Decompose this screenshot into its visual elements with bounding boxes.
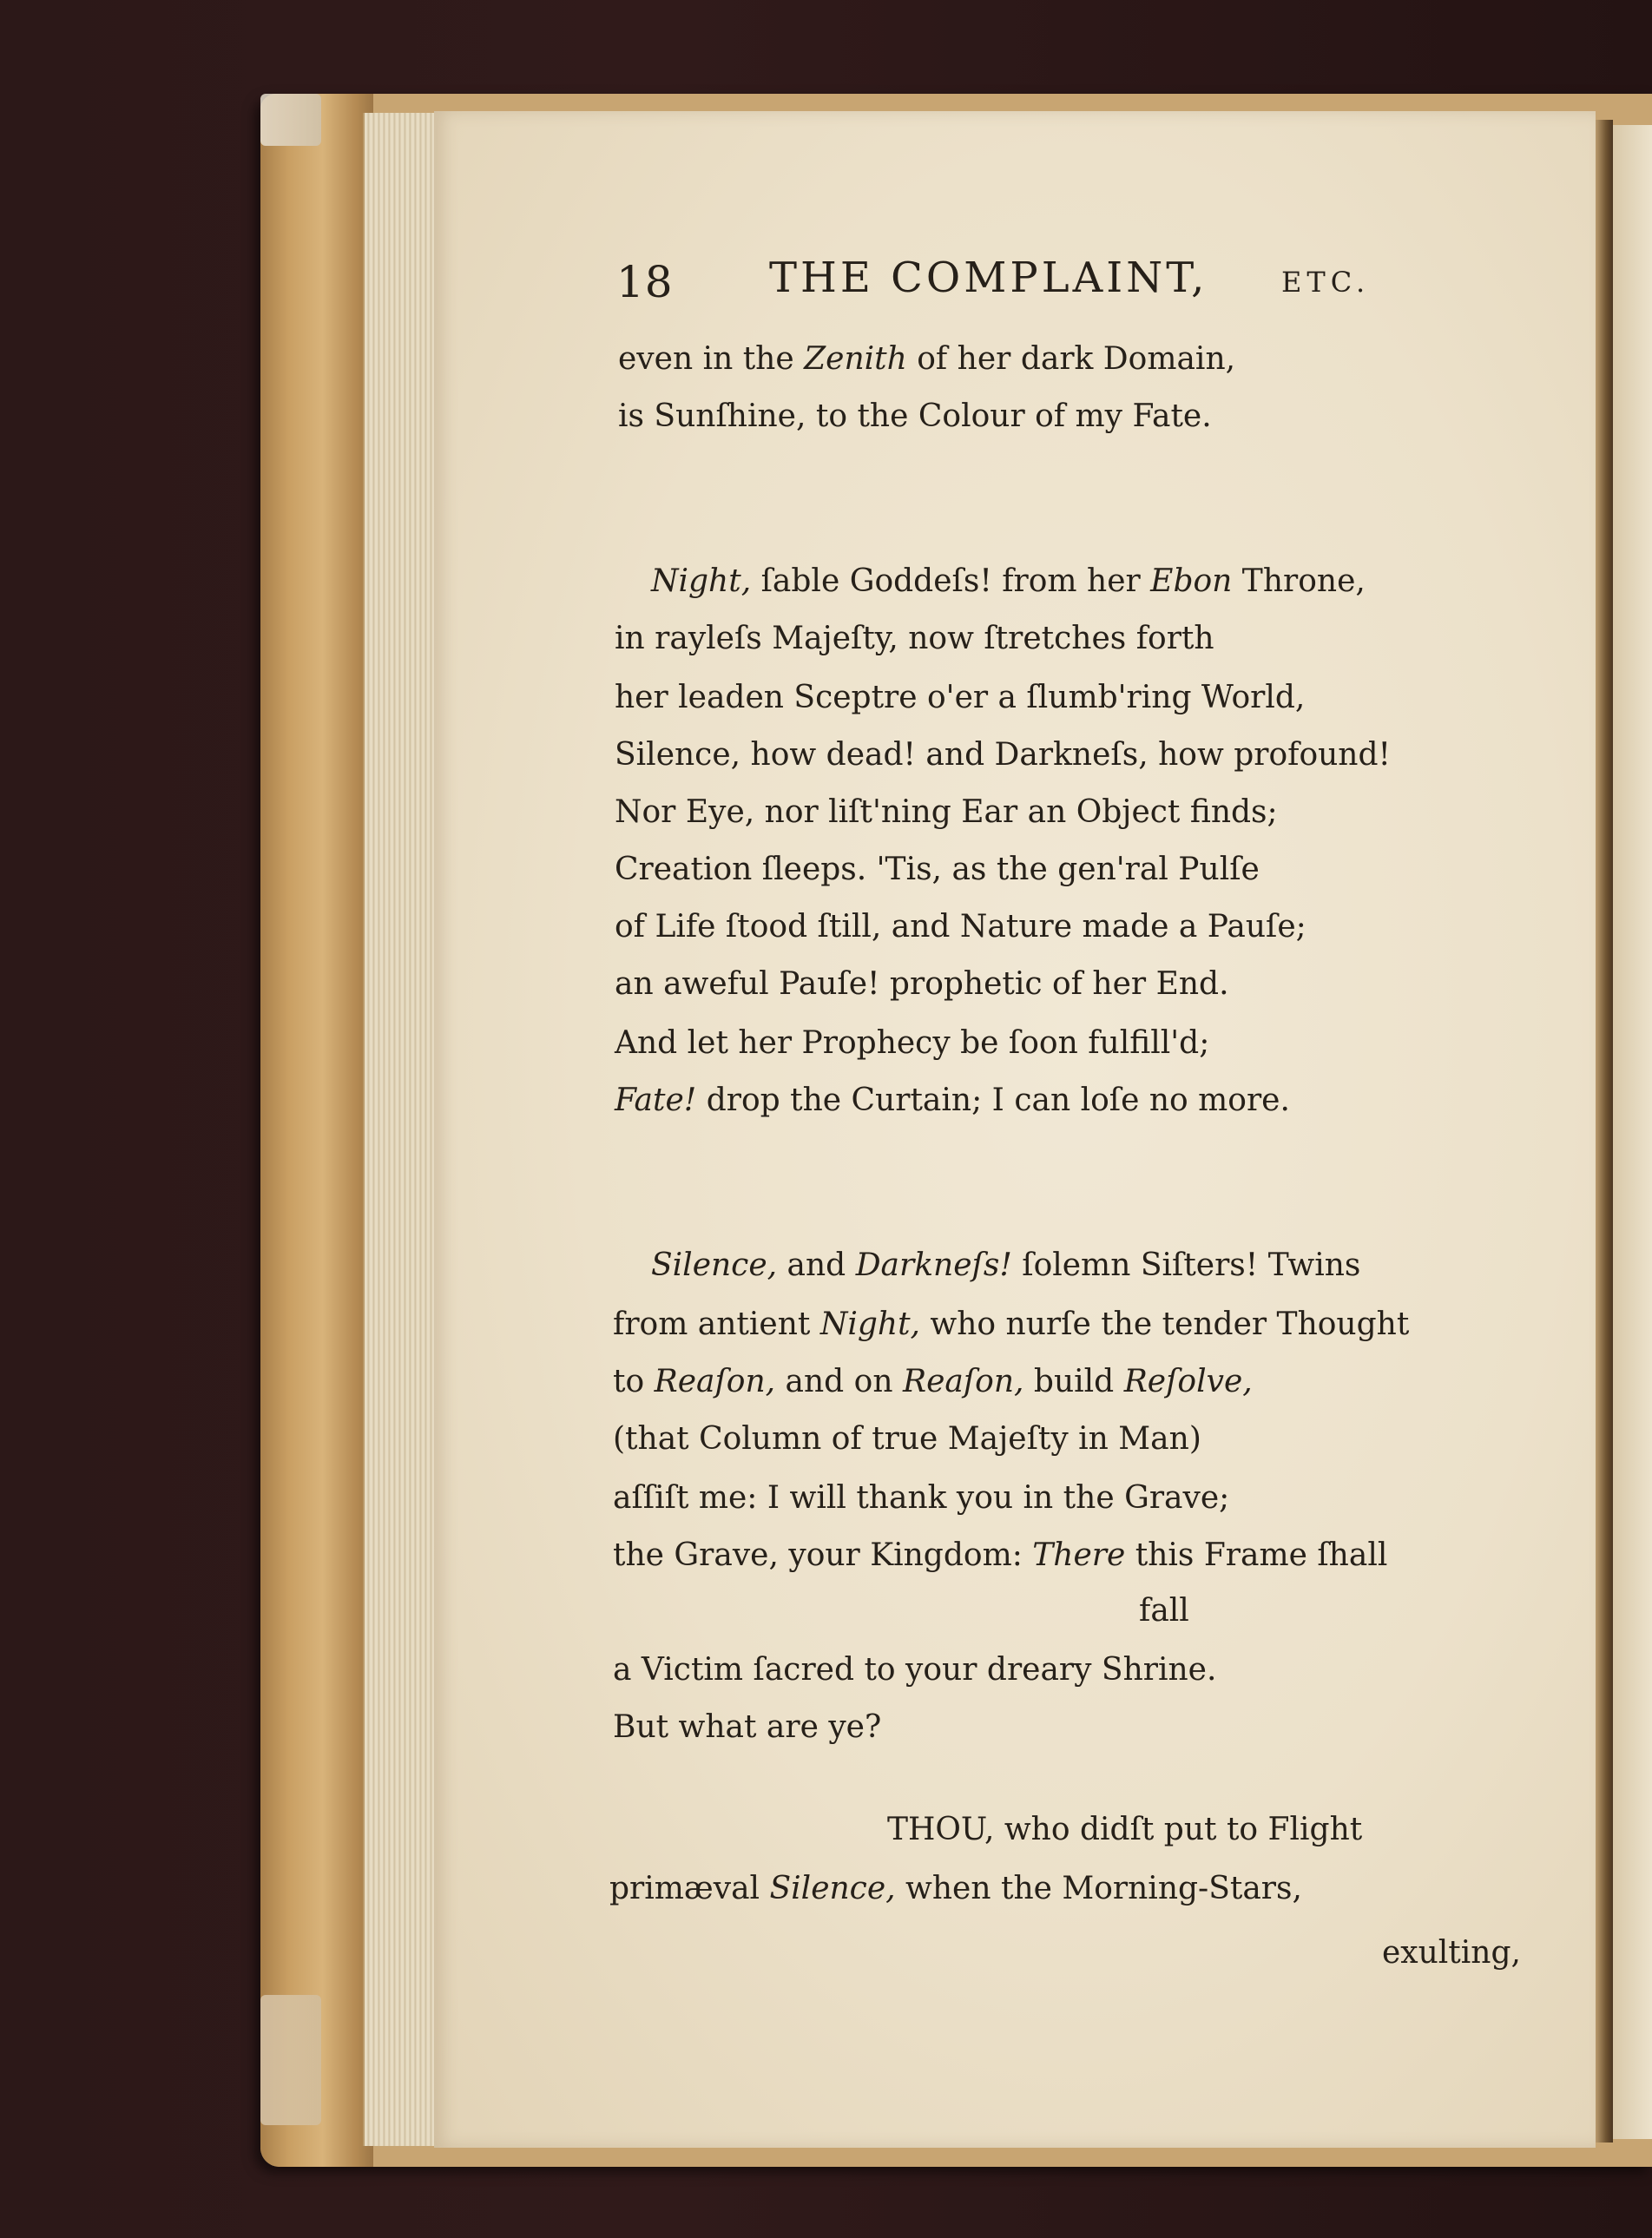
- catchword: exulting,: [1382, 1935, 1521, 1971]
- verse-line: THOU, who didſt put to Flight: [887, 1812, 1363, 1847]
- verse-line: from antient Night, who nurſe the tender Thought: [613, 1307, 1410, 1342]
- verse-line-turnover: fall: [1139, 1593, 1189, 1629]
- verse-line: primæval Silence, when the Morning-Stars,: [609, 1871, 1302, 1906]
- verse-line: an aweful Pauſe! prophetic of her End.: [615, 966, 1229, 1002]
- running-title: THE COMPLAINT,: [769, 253, 1208, 302]
- verse-line: her leaden Sceptre o'er a ſlumb'ring World,: [615, 680, 1306, 715]
- verse-line: Fate! drop the Curtain; I can loſe no more.: [615, 1083, 1290, 1118]
- page-stack: [363, 113, 443, 2146]
- verse-line: Creation ſleeps. 'Tis, as the gen'ral Pulſe: [615, 852, 1260, 887]
- page-number: 18: [616, 257, 674, 307]
- verse-line: Nor Eye, nor liſt'ning Ear an Object finds;: [615, 794, 1278, 830]
- verse-line: of Life ſtood ſtill, and Nature made a Pauſe;: [615, 909, 1306, 945]
- verse-line: aſſiſt me: I will thank you in the Grave;: [613, 1480, 1230, 1516]
- verse-line: (that Column of true Majeſty in Man): [613, 1421, 1201, 1457]
- verse-line: to Reaſon, and on Reaſon, build Reſolve,: [613, 1364, 1253, 1399]
- running-title-etc: ETC.: [1281, 266, 1371, 299]
- book-cover-edge: [260, 94, 373, 2167]
- cover-wear-bottom: [260, 1995, 321, 2125]
- verse-line: even in the Zenith of her dark Domain,: [618, 341, 1236, 377]
- verse-line: is Sunſhine, to the Colour of my Fate.: [618, 398, 1212, 434]
- verse-line: But what are ye?: [613, 1709, 882, 1745]
- running-header: [0, 253, 1652, 323]
- facing-page-edge: [1613, 125, 1652, 2139]
- verse-line: Silence, how dead! and Darkneſs, how profound!: [615, 737, 1392, 773]
- verse-line: And let her Prophecy be ſoon fulfill'd;: [615, 1025, 1210, 1061]
- verse-line: Silence, and Darkneſs! ſolemn Siſters! Twins: [651, 1247, 1361, 1283]
- cover-wear-top: [260, 94, 321, 146]
- verse-line: a Victim ſacred to your dreary Shrine.: [613, 1652, 1217, 1688]
- verse-line: Night, ſable Goddeſs! from her Ebon Throne,: [651, 563, 1366, 599]
- book-gutter: [1596, 120, 1613, 2143]
- verse-line: the Grave, your Kingdom: There this Frame ſhall: [613, 1537, 1388, 1573]
- verse-line: in rayleſs Majeſty, now ſtretches forth: [615, 621, 1214, 656]
